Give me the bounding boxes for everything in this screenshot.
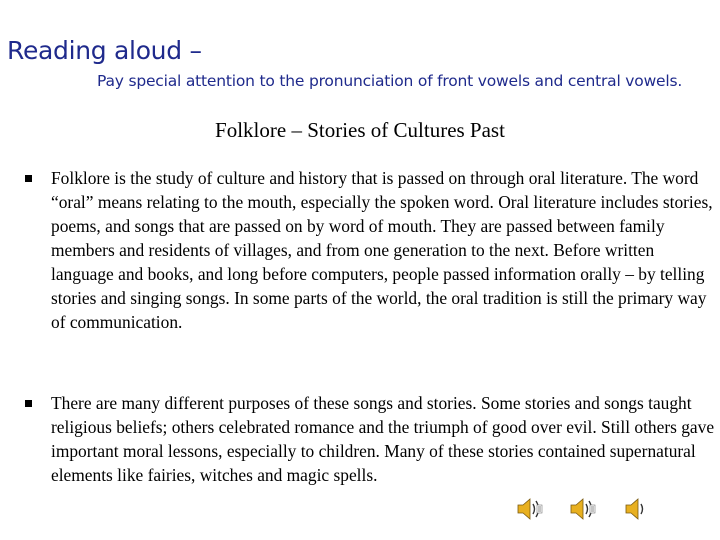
subheading: Pay special attention to the pronunciation of front vowels and central vowels. [97, 72, 683, 90]
heading: Reading aloud – [7, 36, 202, 65]
bullet-text: There are many different purposes of these songs and stories. Some stories and songs taught religious beliefs; others celebrated romance and the triumph of good over evil. Still others gave important moral lessons, especially to children. Many of these stories contained supernatural elements like fairies, witches and magic spells. [51, 393, 715, 485]
bullet-square-icon [25, 175, 32, 182]
bullet-square-icon [25, 400, 32, 407]
speaker-audio-icon[interactable] [516, 496, 544, 522]
slide-title: Folklore – Stories of Cultures Past [215, 118, 505, 142]
speaker-audio-icon[interactable] [623, 496, 651, 522]
speaker-audio-icon[interactable] [569, 496, 597, 522]
bullet-text: Folklore is the study of culture and history that is passed on through oral literature. The word “oral” means relating to the mouth, especially the spoken word. Oral literature includes stories, poems, and songs that are passed on by word of mouth. They are passed between family members and residents of villages, and from one generation to the next. Before written language and books, and long before computers, people passed information orally – by telling stories and singing songs. In some parts of the world, the oral tradition is still the primary way of communication. [51, 168, 713, 332]
